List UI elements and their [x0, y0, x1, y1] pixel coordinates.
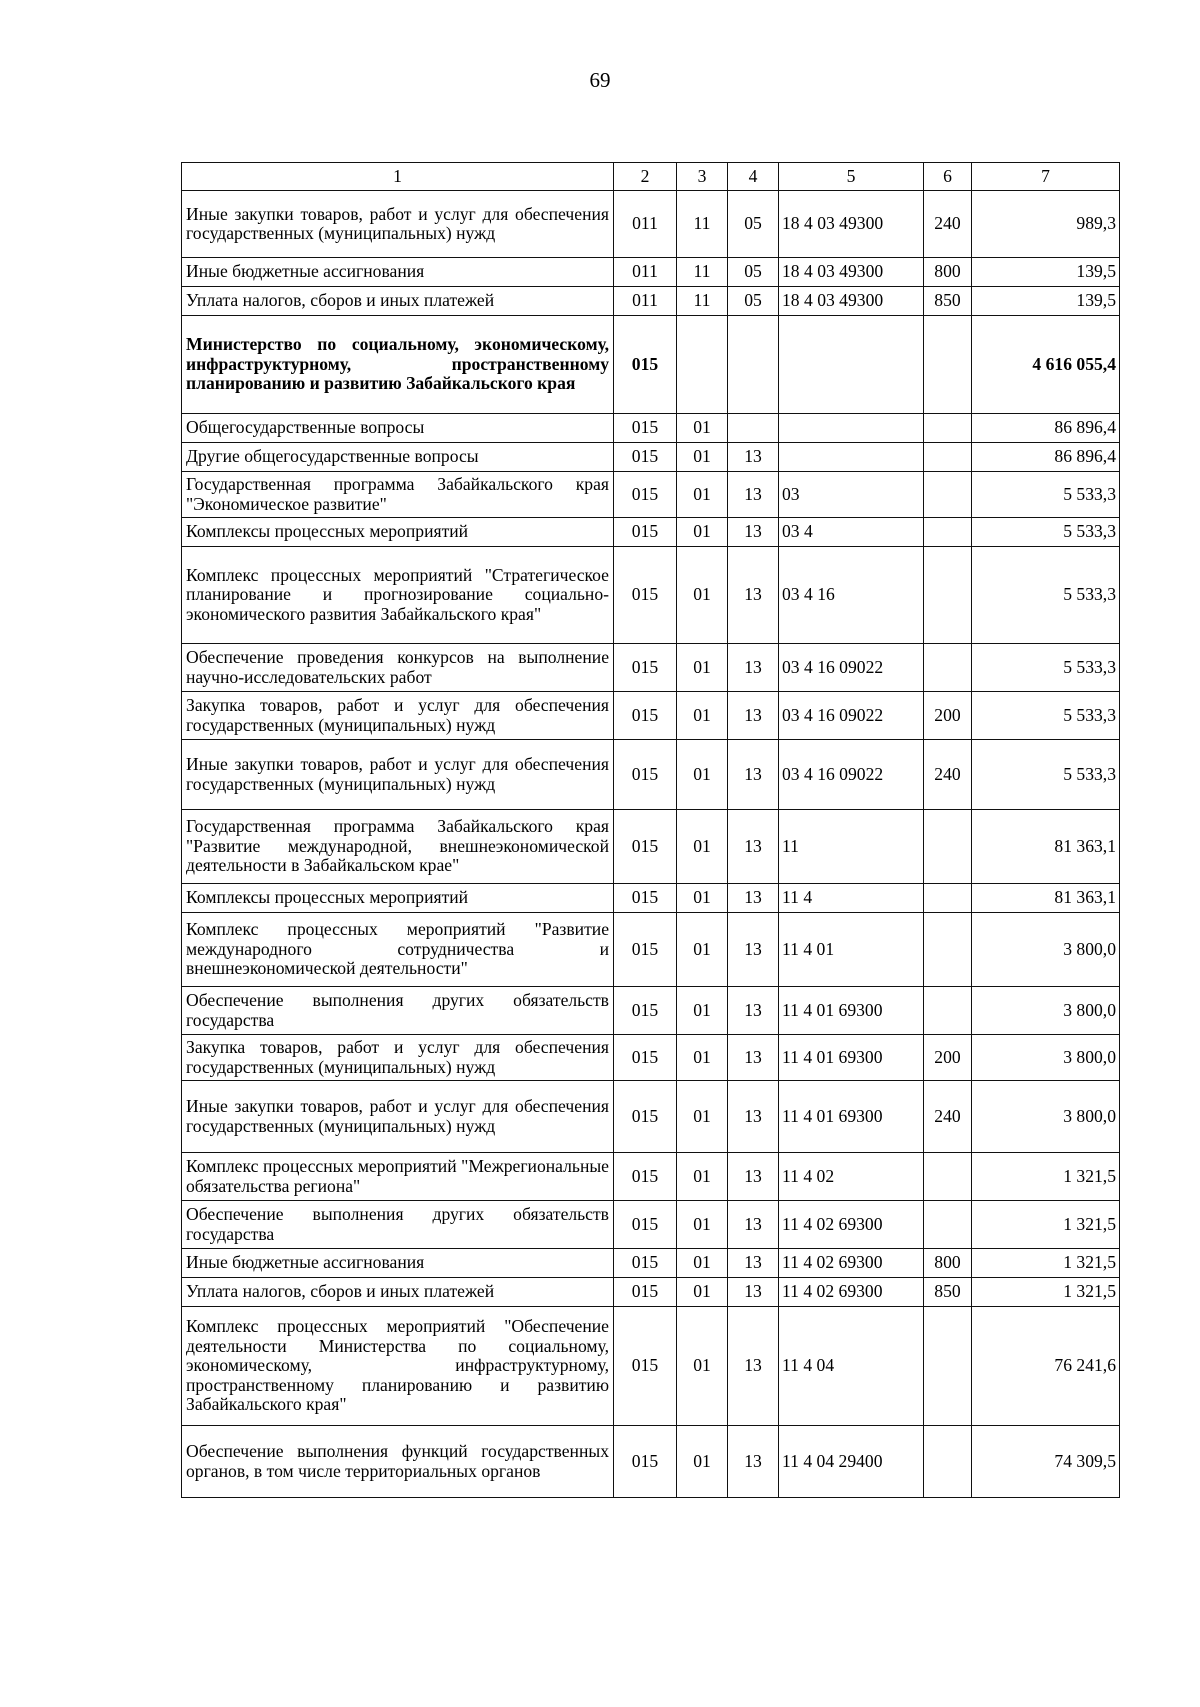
ministry-code-cell: 015	[614, 810, 677, 884]
subsection-code-cell: 13	[728, 810, 779, 884]
section-code-cell: 01	[677, 1153, 728, 1201]
target-article-cell: 03 4	[779, 518, 924, 547]
expense-type-cell	[924, 884, 972, 913]
row-name-cell: Государственная программа Забайкальского края "Развитие международной, внешнеэкономической деятельности в Забайкальском крае"	[182, 810, 614, 884]
subsection-code-cell: 13	[728, 547, 779, 644]
row-name-cell: Обеспечение выполнения других обязательств государства	[182, 987, 614, 1035]
section-code-cell: 01	[677, 1201, 728, 1249]
subsection-code-cell: 05	[728, 191, 779, 258]
expense-type-cell: 240	[924, 1081, 972, 1153]
subsection-code-cell: 13	[728, 1249, 779, 1278]
subsection-code-cell: 13	[728, 884, 779, 913]
amount-cell: 81 363,1	[972, 810, 1120, 884]
table-row	[182, 547, 1120, 644]
target-article-cell: 11 4	[779, 884, 924, 913]
section-code-cell: 01	[677, 1426, 728, 1498]
subsection-code-cell	[728, 316, 779, 414]
table-row	[182, 1278, 1120, 1307]
section-code-cell: 01	[677, 414, 728, 443]
header-cell: 2	[614, 163, 677, 191]
section-code-cell: 11	[677, 191, 728, 258]
section-code-cell: 11	[677, 258, 728, 287]
target-article-cell	[779, 414, 924, 443]
target-article-cell: 03	[779, 472, 924, 518]
section-code-cell: 01	[677, 1249, 728, 1278]
amount-cell: 139,5	[972, 258, 1120, 287]
ministry-code-cell: 015	[614, 1035, 677, 1081]
row-name-cell: Закупка товаров, работ и услуг для обеспечения государственных (муниципальных) нужд	[182, 1035, 614, 1081]
table-row	[182, 1081, 1120, 1153]
subsection-code-cell: 13	[728, 1201, 779, 1249]
ministry-code-cell: 015	[614, 1081, 677, 1153]
table-row	[182, 258, 1120, 287]
header-cell: 3	[677, 163, 728, 191]
section-code-cell: 11	[677, 287, 728, 316]
amount-cell: 1 321,5	[972, 1249, 1120, 1278]
section-code-cell: 01	[677, 913, 728, 987]
target-article-cell: 11 4 04	[779, 1307, 924, 1426]
target-article-cell: 11 4 01 69300	[779, 1081, 924, 1153]
section-code-cell: 01	[677, 692, 728, 740]
amount-cell: 5 533,3	[972, 644, 1120, 692]
subsection-code-cell: 13	[728, 443, 779, 472]
table-row	[182, 740, 1120, 810]
row-name-cell: Обеспечение выполнения функций государственных органов, в том числе территориальных органов	[182, 1426, 614, 1498]
target-article-cell: 03 4 16	[779, 547, 924, 644]
section-code-cell: 01	[677, 1081, 728, 1153]
expense-type-cell: 200	[924, 1035, 972, 1081]
subsection-code-cell: 13	[728, 1153, 779, 1201]
section-code-cell: 01	[677, 1278, 728, 1307]
subsection-code-cell: 13	[728, 472, 779, 518]
subsection-code-cell: 13	[728, 987, 779, 1035]
subsection-code-cell: 13	[728, 1035, 779, 1081]
row-name-cell: Комплекс процессных мероприятий "Обеспечение деятельности Министерства по социальному, экономическому, инфраструктурному, пространственному планированию и развитию Забайкальского края"	[182, 1307, 614, 1426]
ministry-code-cell: 015	[614, 547, 677, 644]
target-article-cell: 11 4 02 69300	[779, 1201, 924, 1249]
amount-cell: 1 321,5	[972, 1153, 1120, 1201]
amount-cell: 3 800,0	[972, 913, 1120, 987]
section-code-cell: 01	[677, 518, 728, 547]
expense-type-cell	[924, 316, 972, 414]
subsection-code-cell: 05	[728, 258, 779, 287]
table-header-row	[182, 163, 1120, 191]
ministry-code-cell: 015	[614, 1426, 677, 1498]
table-row	[182, 987, 1120, 1035]
table-row	[182, 1249, 1120, 1278]
ministry-code-cell: 015	[614, 1278, 677, 1307]
section-code-cell: 01	[677, 884, 728, 913]
expense-type-cell	[924, 1307, 972, 1426]
row-name-cell: Государственная программа Забайкальского края "Экономическое развитие"	[182, 472, 614, 518]
target-article-cell: 18 4 03 49300	[779, 258, 924, 287]
ministry-code-cell: 015	[614, 913, 677, 987]
ministry-code-cell: 015	[614, 316, 677, 414]
target-article-cell: 11 4 01 69300	[779, 1035, 924, 1081]
row-name-cell: Обеспечение проведения конкурсов на выполнение научно-исследовательских работ	[182, 644, 614, 692]
target-article-cell: 18 4 03 49300	[779, 191, 924, 258]
target-article-cell: 03 4 16 09022	[779, 692, 924, 740]
section-code-cell: 01	[677, 1035, 728, 1081]
expense-type-cell	[924, 414, 972, 443]
target-article-cell: 03 4 16 09022	[779, 740, 924, 810]
row-name-cell: Общегосударственные вопросы	[182, 414, 614, 443]
ministry-code-cell: 015	[614, 884, 677, 913]
section-code-cell: 01	[677, 472, 728, 518]
section-code-cell: 01	[677, 740, 728, 810]
table-row	[182, 1035, 1120, 1081]
subsection-code-cell: 13	[728, 740, 779, 810]
ministry-code-cell: 015	[614, 443, 677, 472]
table-row	[182, 1201, 1120, 1249]
subsection-code-cell: 13	[728, 518, 779, 547]
budget-table	[181, 162, 1120, 1498]
section-code-cell: 01	[677, 810, 728, 884]
amount-cell: 1 321,5	[972, 1278, 1120, 1307]
amount-cell: 1 321,5	[972, 1201, 1120, 1249]
expense-type-cell: 800	[924, 258, 972, 287]
ministry-code-cell: 015	[614, 1249, 677, 1278]
row-name-cell: Иные закупки товаров, работ и услуг для обеспечения государственных (муниципальных) нужд	[182, 191, 614, 258]
section-code-cell: 01	[677, 443, 728, 472]
target-article-cell	[779, 316, 924, 414]
subsection-code-cell: 13	[728, 1307, 779, 1426]
expense-type-cell	[924, 913, 972, 987]
row-name-cell: Иные закупки товаров, работ и услуг для обеспечения государственных (муниципальных) нужд	[182, 740, 614, 810]
target-article-cell	[779, 443, 924, 472]
subsection-code-cell: 13	[728, 913, 779, 987]
row-name-cell: Обеспечение выполнения других обязательств государства	[182, 1201, 614, 1249]
amount-cell: 5 533,3	[972, 518, 1120, 547]
page-number: 69	[589, 68, 611, 92]
expense-type-cell	[924, 443, 972, 472]
expense-type-cell	[924, 547, 972, 644]
expense-type-cell	[924, 1426, 972, 1498]
header-cell: 7	[972, 163, 1120, 191]
ministry-code-cell: 015	[614, 414, 677, 443]
amount-cell: 139,5	[972, 287, 1120, 316]
amount-cell: 3 800,0	[972, 1035, 1120, 1081]
ministry-code-cell: 011	[614, 287, 677, 316]
section-code-cell: 01	[677, 1307, 728, 1426]
header-cell: 5	[779, 163, 924, 191]
row-name-cell: Комплексы процессных мероприятий	[182, 884, 614, 913]
header-cell: 1	[182, 163, 614, 191]
subsection-code-cell: 13	[728, 1278, 779, 1307]
expense-type-cell	[924, 810, 972, 884]
ministry-code-cell: 015	[614, 740, 677, 810]
table-row	[182, 191, 1120, 258]
target-article-cell: 11 4 04 29400	[779, 1426, 924, 1498]
amount-cell: 5 533,3	[972, 472, 1120, 518]
target-article-cell: 11 4 02 69300	[779, 1278, 924, 1307]
table-row	[182, 884, 1120, 913]
expense-type-cell: 200	[924, 692, 972, 740]
subsection-code-cell: 05	[728, 287, 779, 316]
amount-cell: 5 533,3	[972, 740, 1120, 810]
expense-type-cell: 240	[924, 740, 972, 810]
amount-cell: 4 616 055,4	[972, 316, 1120, 414]
target-article-cell: 11 4 02	[779, 1153, 924, 1201]
table-row	[182, 1307, 1120, 1426]
row-name-cell: Комплексы процессных мероприятий	[182, 518, 614, 547]
table-row	[182, 1426, 1120, 1498]
expense-type-cell	[924, 1201, 972, 1249]
ministry-code-cell: 015	[614, 1153, 677, 1201]
row-name-cell: Министерство по социальному, экономическому, инфраструктурному, пространственному планированию и развитию Забайкальского края	[182, 316, 614, 414]
table-row	[182, 692, 1120, 740]
expense-type-cell	[924, 644, 972, 692]
amount-cell: 81 363,1	[972, 884, 1120, 913]
target-article-cell: 18 4 03 49300	[779, 287, 924, 316]
row-name-cell: Иные бюджетные ассигнования	[182, 258, 614, 287]
expense-type-cell	[924, 518, 972, 547]
subsection-code-cell: 13	[728, 1081, 779, 1153]
target-article-cell: 03 4 16 09022	[779, 644, 924, 692]
table-row	[182, 414, 1120, 443]
amount-cell: 86 896,4	[972, 443, 1120, 472]
header-cell: 6	[924, 163, 972, 191]
section-code-cell: 01	[677, 987, 728, 1035]
section-code-cell: 01	[677, 547, 728, 644]
table-row	[182, 287, 1120, 316]
target-article-cell: 11 4 01	[779, 913, 924, 987]
ministry-code-cell: 015	[614, 692, 677, 740]
row-name-cell: Комплекс процессных мероприятий "Стратегическое планирование и прогнозирование социально-экономического развития Забайкальского края"	[182, 547, 614, 644]
table-row	[182, 518, 1120, 547]
row-name-cell: Иные закупки товаров, работ и услуг для обеспечения государственных (муниципальных) нужд	[182, 1081, 614, 1153]
expense-type-cell: 240	[924, 191, 972, 258]
ministry-code-cell: 011	[614, 258, 677, 287]
subsection-code-cell: 13	[728, 644, 779, 692]
row-name-cell: Уплата налогов, сборов и иных платежей	[182, 1278, 614, 1307]
expense-type-cell	[924, 1153, 972, 1201]
amount-cell: 5 533,3	[972, 692, 1120, 740]
expense-type-cell	[924, 987, 972, 1035]
target-article-cell: 11	[779, 810, 924, 884]
ministry-code-cell: 015	[614, 472, 677, 518]
table-row	[182, 443, 1120, 472]
amount-cell: 74 309,5	[972, 1426, 1120, 1498]
ministry-code-cell: 015	[614, 644, 677, 692]
target-article-cell: 11 4 01 69300	[779, 987, 924, 1035]
amount-cell: 76 241,6	[972, 1307, 1120, 1426]
ministry-code-cell: 015	[614, 987, 677, 1035]
amount-cell: 989,3	[972, 191, 1120, 258]
row-name-cell: Другие общегосударственные вопросы	[182, 443, 614, 472]
section-code-cell: 01	[677, 644, 728, 692]
row-name-cell: Закупка товаров, работ и услуг для обеспечения государственных (муниципальных) нужд	[182, 692, 614, 740]
row-name-cell: Иные бюджетные ассигнования	[182, 1249, 614, 1278]
table-row	[182, 1153, 1120, 1201]
target-article-cell: 11 4 02 69300	[779, 1249, 924, 1278]
section-code-cell	[677, 316, 728, 414]
expense-type-cell	[924, 472, 972, 518]
row-name-cell: Комплекс процессных мероприятий "Межрегиональные обязательства региона"	[182, 1153, 614, 1201]
expense-type-cell: 800	[924, 1249, 972, 1278]
subsection-code-cell: 13	[728, 1426, 779, 1498]
amount-cell: 3 800,0	[972, 987, 1120, 1035]
ministry-code-cell: 015	[614, 1201, 677, 1249]
ministry-code-cell: 015	[614, 518, 677, 547]
subsection-code-cell	[728, 414, 779, 443]
amount-cell: 3 800,0	[972, 1081, 1120, 1153]
row-name-cell: Комплекс процессных мероприятий "Развитие международного сотрудничества и внешнеэкономической деятельности"	[182, 913, 614, 987]
table-row	[182, 644, 1120, 692]
header-cell: 4	[728, 163, 779, 191]
table-row	[182, 316, 1120, 414]
amount-cell: 5 533,3	[972, 547, 1120, 644]
table-row	[182, 810, 1120, 884]
ministry-code-cell: 011	[614, 191, 677, 258]
row-name-cell: Уплата налогов, сборов и иных платежей	[182, 287, 614, 316]
expense-type-cell: 850	[924, 1278, 972, 1307]
ministry-code-cell: 015	[614, 1307, 677, 1426]
subsection-code-cell: 13	[728, 692, 779, 740]
table-row	[182, 913, 1120, 987]
amount-cell: 86 896,4	[972, 414, 1120, 443]
table-row	[182, 472, 1120, 518]
expense-type-cell: 850	[924, 287, 972, 316]
